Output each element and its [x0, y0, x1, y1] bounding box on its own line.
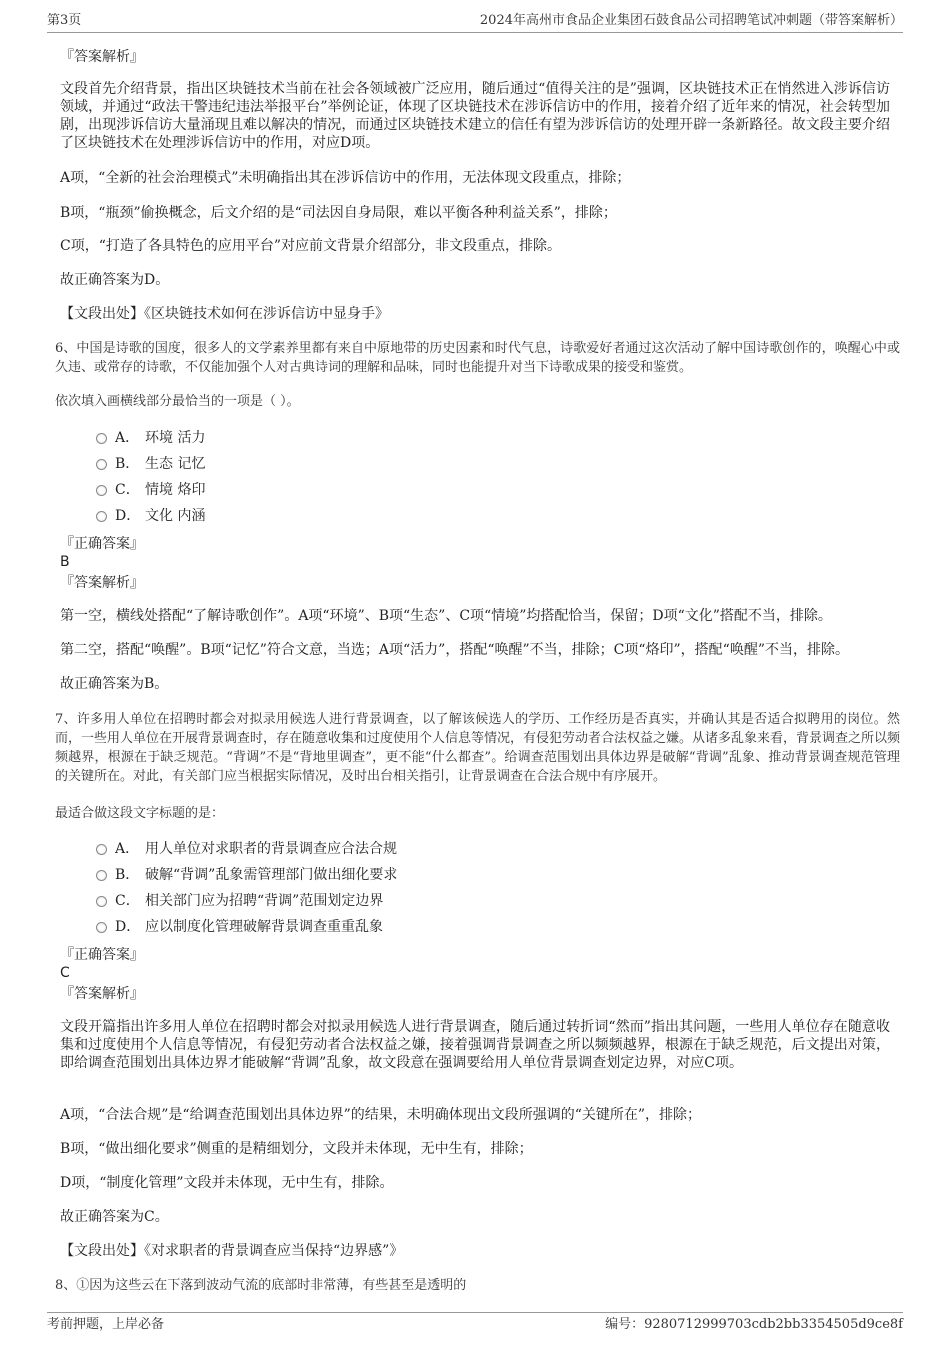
q6-option-b[interactable]: B． 生态 记忆: [96, 455, 205, 473]
q7-option-d[interactable]: D． 应以制度化管理破解背景调查重重乱象: [96, 918, 383, 936]
q8-question: 8、①因为这些云在下落到波动气流的底部时非常薄，有些甚至是透明的: [55, 1278, 467, 1293]
source-label: 【文段出处】: [60, 306, 144, 322]
document-code: 编号：9280712999703cdb2bb3354505d9ce8f: [605, 1317, 903, 1332]
analysis-label: 『答案解析』: [60, 986, 144, 1002]
document-title: 2024年高州市食品企业集团石鼓食品公司招聘笔试冲刺题（带答案解析）: [479, 13, 903, 28]
radio-icon[interactable]: [96, 870, 107, 881]
radio-icon[interactable]: [96, 459, 107, 470]
q5-option-a-explanation: A项，“全新的社会治理模式”未明确指出其在涉诉信访中的作用，无法体现文段重点，排除；: [60, 170, 631, 186]
q7-option-c[interactable]: C． 相关部门应为招聘“背调”范围划定边界: [96, 892, 383, 910]
radio-icon[interactable]: [96, 511, 107, 522]
q7-source: [60, 1242, 403, 1260]
q7-prompt: 最适合做这段文字标题的是：: [55, 806, 225, 821]
q6-prompt: 依次填入画横线部分最恰当的一项是（ ）。: [55, 394, 300, 409]
radio-icon[interactable]: [96, 485, 107, 496]
q5-option-c-explanation: C项，“打造了各具特色的应用平台”对应前文背景介绍部分，非文段重点，排除。: [60, 238, 562, 254]
radio-icon[interactable]: [96, 844, 107, 855]
header-divider: [47, 32, 903, 33]
q7-question: 7、许多用人单位在招聘时都会对拟录用候选人进行背景调查，以了解该候选人的学历、工作经历是否真实，并确认其是否适合拟聘用的岗位。然而，一些用人单位在开展背景调查时，存在随意收集和过度使用个人信息等情况，有侵犯劳动者合法权益之嫌。从诸多乱象来看，背景调查之所以频频越界，根源在于缺乏规范。“背调”不是“背地里调查”，更不能“什么都查”。给调查范围划出具体边界是破解“背调”乱象、推动背景调查规范管理的关键所在。对此，有关部门应当根据实际情况，及时出台相关指引，让背景调查在合法合规中有序展开。: [55, 712, 901, 784]
q7-correct-answer: C: [60, 965, 70, 981]
analysis-label: 『答案解析』: [60, 49, 144, 65]
analysis-label: 『答案解析』: [60, 575, 144, 591]
q7-option-a[interactable]: A． 用人单位对求职者的背景调查应合法合规: [96, 840, 397, 858]
q7-conclusion: 故正确答案为C。: [60, 1209, 169, 1225]
q6-conclusion: 故正确答案为B。: [60, 676, 169, 692]
q6-analysis-line1: 第一空，横线处搭配“了解诗歌创作”。A项“环境”、B项“生态”、C项“情境”均搭配恰当，保留；D项“文化”搭配不当，排除。: [60, 608, 832, 624]
source-label: 【文段出处】: [60, 1243, 144, 1259]
radio-icon[interactable]: [96, 896, 107, 907]
q6-option-c[interactable]: C． 情境 烙印: [96, 481, 205, 499]
q7-option-d-explanation: D项，“制度化管理”文段并未体现，无中生有，排除。: [60, 1175, 394, 1191]
q6-option-d[interactable]: D． 文化 内涵: [96, 507, 205, 525]
q5-analysis-text: 文段首先介绍背景，指出区块链技术当前在社会各领域被广泛应用，随后通过“值得关注的是”强调，区块链技术正在悄然进入涉诉信访领域，并通过“政法干警违纪违法举报平台”举例论证，体现了区块链技术在涉诉信访中的作用，接着介绍了近年来的情况，社会转型加剧，出现涉诉信访大量涌现且难以解决的情况，而通过区块链技术建立的信任有望为涉诉信访的处理开辟一条新路径。故文段主要介绍了区块链技术在处理涉诉信访中的作用，对应D项。: [60, 81, 890, 151]
q6-correct-answer: B: [60, 554, 70, 570]
radio-icon[interactable]: [96, 433, 107, 444]
q5-conclusion: 故正确答案为D。: [60, 272, 170, 288]
footer-divider: [47, 1312, 903, 1313]
q7-source-title: 《对求职者的背景调查应当保持“边界感”》: [144, 1243, 404, 1259]
page-number: 第3页: [47, 13, 82, 28]
q6-option-a[interactable]: A． 环境 活力: [96, 429, 205, 447]
q7-analysis-text: 文段开篇指出许多用人单位在招聘时都会对拟录用候选人进行背景调查，随后通过转折词“然而”指出其问题，一些用人单位存在随意收集和过度使用个人信息等情况，有侵犯劳动者合法权益之嫌，接着强调背景调查之所以频频越界，根源在于缺乏规范，后文提出对策，即给调查范围划出具体边界才能破解“背调”乱象，故文段意在强调要给用人单位背景调查划定边界，对应C项。: [60, 1019, 890, 1071]
correct-answer-label: 『正确答案』: [60, 947, 144, 963]
q6-analysis-line2: 第二空，搭配“唤醒”。B项“记忆”符合文意，当选；A项“活力”，搭配“唤醒”不当，排除；C项“烙印”，搭配“唤醒”不当，排除。: [60, 642, 849, 658]
q5-source: [60, 305, 389, 323]
radio-icon[interactable]: [96, 922, 107, 933]
q7-option-b-explanation: B项，“做出细化要求”侧重的是精细划分，文段并未体现，无中生有，排除；: [60, 1141, 533, 1157]
q5-source-title: 《区块链技术如何在涉诉信访中显身手》: [144, 306, 389, 322]
q7-option-a-explanation: A项，“合法合规”是“给调查范围划出具体边界”的结果，未明确体现出文段所强调的“关键所在”，排除；: [60, 1107, 702, 1123]
correct-answer-label: 『正确答案』: [60, 536, 144, 552]
q5-option-b-explanation: B项，“瓶颈”偷换概念，后文介绍的是“司法因自身局限，难以平衡各种利益关系”，排除；: [60, 205, 617, 221]
footer-slogan: 考前押题，上岸必备: [47, 1317, 165, 1332]
q7-option-b[interactable]: B． 破解“背调”乱象需管理部门做出细化要求: [96, 866, 397, 884]
q6-question: 6、中国是诗歌的国度，很多人的文学素养里都有来自中原地带的历史因素和时代气息，诗歌爱好者通过这次活动了解中国诗歌创作的，唤醒心中或久违、或常存的诗歌，不仅能加强个人对古典诗词的理解和品味，同时也能提升对当下诗歌成果的接受和鉴赏。: [55, 341, 900, 375]
